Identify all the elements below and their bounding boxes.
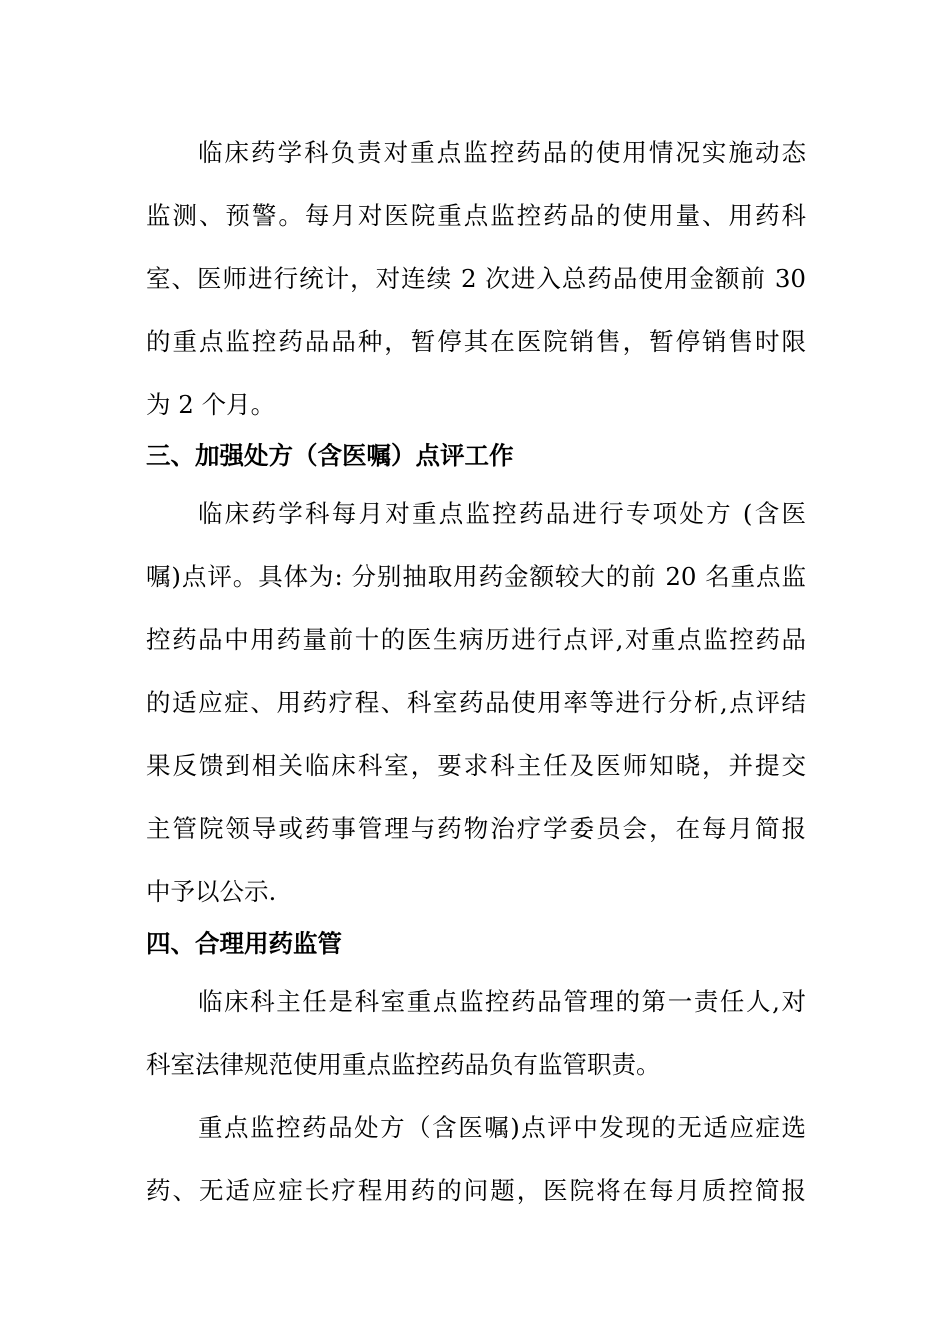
paragraph-line: 为 2 个月。 — [146, 390, 276, 419]
paragraph-line: 的适应症、用药疗程、科室药品使用率等进行分析,点评结 — [146, 688, 806, 717]
paragraph-line: 临床药学科负责对重点监控药品的使用情况实施动态 — [198, 138, 806, 167]
paragraph-line: 临床科主任是科室重点监控药品管理的第一责任人,对 — [198, 987, 806, 1016]
paragraph-line: 嘱)点评。具体为: 分别抽取用药金额较大的前 20 名重点监 — [146, 562, 806, 591]
paragraph-line: 的重点监控药品品种，暂停其在医院销售，暂停销售时限 — [146, 327, 806, 356]
section-heading: 四、合理用药监管 — [146, 929, 342, 958]
paragraph-line: 室、医师进行统计，对连续 2 次进入总药品使用金额前 30 — [146, 264, 806, 293]
paragraph-line: 中予以公示. — [146, 877, 277, 906]
paragraph-line: 药、无适应症长疗程用药的问题，医院将在每月质控简报 — [146, 1176, 806, 1205]
paragraph-line: 主管院领导或药事管理与药物治疗学委员会，在每月简报 — [146, 814, 806, 843]
paragraph-line: 果反馈到相关临床科室，要求科主任及医师知晓，并提交 — [146, 751, 806, 780]
paragraph-line: 科室法律规范使用重点监控药品负有监管职责。 — [146, 1050, 661, 1079]
paragraph-line: 控药品中用药量前十的医生病历进行点评,对重点监控药品 — [146, 625, 806, 654]
paragraph-line: 临床药学科每月对重点监控药品进行专项处方 (含医 — [198, 499, 806, 528]
section-heading: 三、加强处方（含医嘱）点评工作 — [146, 441, 514, 470]
paragraph-line: 重点监控药品处方（含医嘱)点评中发现的无适应症选 — [198, 1113, 806, 1142]
paragraph-line: 监测、预警。每月对医院重点监控药品的使用量、用药科 — [146, 201, 806, 230]
